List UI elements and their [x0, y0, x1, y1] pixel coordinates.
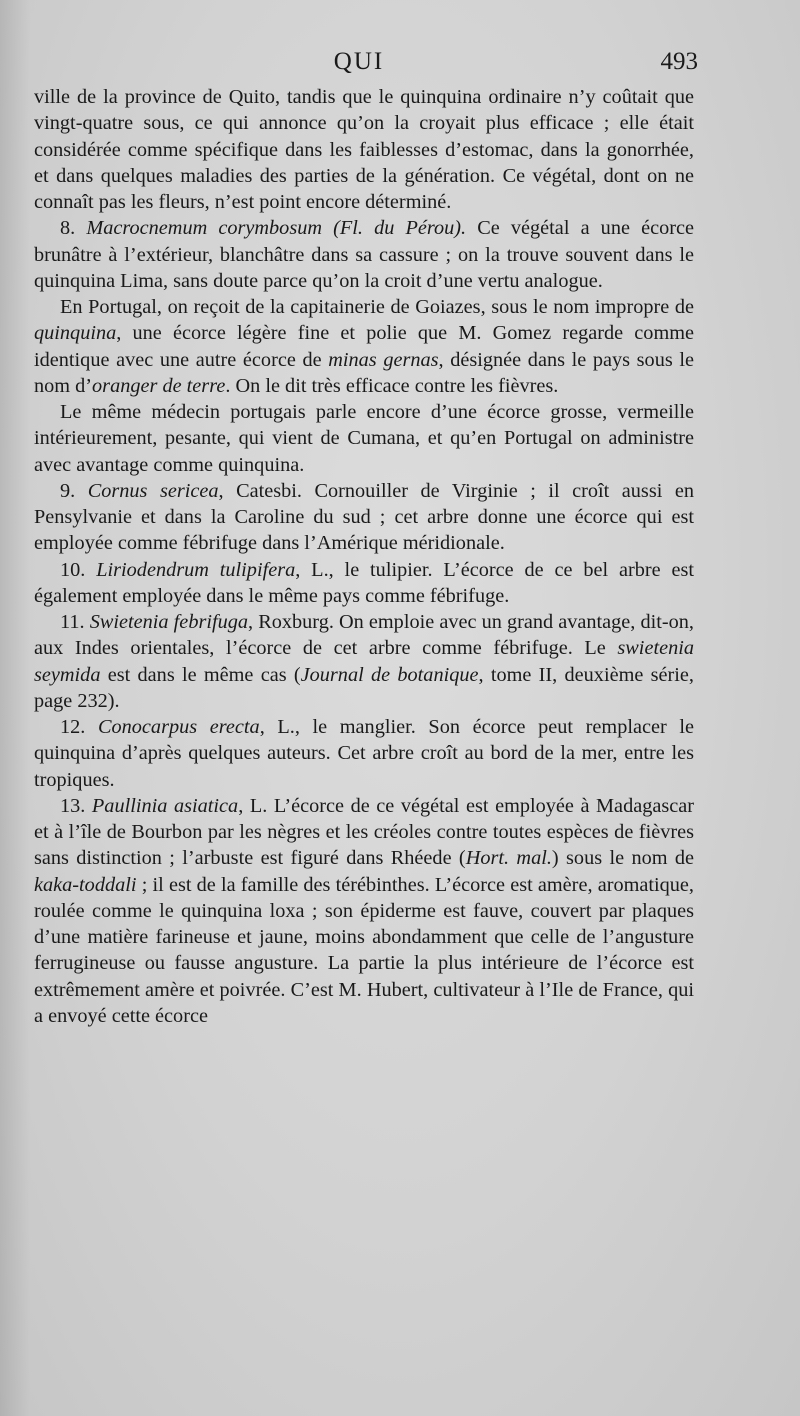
- entry-text: est dans le même cas (: [100, 663, 301, 686]
- entry-text: ; il est de la famille des térébinthes. L’écorce est amère, aromatique, roulée comme le quinquina loxa ; son épiderme est fauve, couvert par plaques d’une matière farineuse et jaune, moins abondamment que celle de l’angusture ferrugineuse ou fausse angusture. La partie la plus intérieure de l’écorce est extrêmement amère et poivrée. C’est M. Hubert, cultivateur à l’Ile de France, qui a envoyé cette écorce: [34, 873, 694, 1027]
- taxon-name: Paullinia asiatica: [91, 794, 239, 817]
- paragraph-cumana: [34, 399, 694, 478]
- italic-term: swietenia seymida: [34, 637, 694, 686]
- page-header: [34, 48, 698, 82]
- entry-text: Ce végétal a une écorce brunâtre à l’extérieur, blanchâtre dans sa cassure ; on la trouve souvent dans le quinquina Lima, sans doute parce qu’on la croit d’une vertu analogue.: [34, 217, 694, 292]
- entry-text: , L., le tulipier. L’écorce de ce bel arbre est également employée dans le même pays comme fébrifuge.: [34, 558, 694, 607]
- taxon-name: Conocarpus erecta: [97, 716, 260, 738]
- entry-11-swietenia: [34, 609, 694, 714]
- italic-term: Hort. mal.: [465, 847, 552, 870]
- entry-text: ) sous le nom de: [551, 847, 694, 870]
- entry-9-cornus: [34, 478, 694, 557]
- paragraph-text: . On le dit très efficace contre les fièvres.: [225, 374, 559, 397]
- taxon-name: Cornus sericea: [87, 479, 219, 502]
- body-text: [34, 84, 694, 1029]
- paragraph-text: , désignée dans le pays sous le nom d’: [34, 348, 694, 397]
- running-head: QUI: [333, 48, 385, 75]
- paragraph-text: , une écorce légère fine et polie que M. Gomez regarde comme identique avec une autre écorce de: [34, 322, 694, 371]
- page-number: 493: [660, 48, 698, 75]
- entry-text: , tome II, deuxième série, page 232).: [34, 663, 694, 712]
- entry-8-macrocnemum: [34, 215, 694, 294]
- entry-number: 11.: [60, 611, 85, 633]
- entry-text: , Catesbi. Cornouiller de Virginie ; il croît aussi en Pensylvanie et dans la Caroline du sud ; cet arbre donne une écorce qui est employée comme fébrifuge dans l’Amérique méridionale.: [34, 479, 694, 555]
- taxon-name: Macrocnemum corymbosum (Fl. du Pérou).: [86, 217, 467, 240]
- entry-12-conocarpus: [34, 714, 694, 793]
- entry-number: 9.: [60, 479, 76, 502]
- taxon-name: Swietenia febrifuga: [89, 611, 249, 633]
- paragraph-quito: [34, 84, 694, 215]
- entry-text: , Roxburg. On emploie avec un grand avantage, dit-on, aux Indes orientales, l’écorce de cet arbre comme fébrifuge. Le: [34, 611, 694, 660]
- entry-number: 10.: [60, 558, 86, 581]
- italic-term: minas gernas: [328, 348, 439, 371]
- taxon-name: Liriodendrum tulipifera: [96, 558, 296, 581]
- entry-number: 8.: [60, 217, 76, 240]
- entry-13-paullinia: [34, 793, 694, 1029]
- entry-text: , L., le manglier. Son écorce peut remplacer le quinquina d’après quelques auteurs. Cet arbre croît au bord de la mer, entre les tropiques.: [34, 716, 694, 791]
- entry-10-liriodendrum: [34, 557, 694, 610]
- entry-number: 13.: [60, 794, 86, 817]
- paragraph-text: Le même médecin portugais parle encore d’une écorce grosse, vermeille intérieurement, pesante, qui vient de Cumana, et qu’en Portugal on administre avec avantage comme quinquina.: [34, 401, 694, 476]
- paragraph-portugal-goiazes: [34, 294, 694, 399]
- paragraph-text: En Portugal, on reçoit de la capitainerie de Goiazes, sous le nom impropre de: [60, 296, 694, 318]
- italic-term: kaka-toddali: [34, 873, 137, 896]
- italic-term: quinquina: [34, 322, 117, 345]
- entry-number: 12.: [60, 716, 86, 738]
- gutter-shadow: [0, 0, 30, 1416]
- paragraph-text: ville de la province de Quito, tandis que le quinquina ordinaire n’y coûtait que vingt-quatre sous, ce qui annonce qu’on la croyait plus efficace ; elle était considérée comme spécifique dans les faiblesses d’estomac, dans la gonorrhée, et dans quelques maladies des parties de la génération. Ce végétal, dont on ne connaît pas les fleurs, n’est point encore déterminé.: [34, 86, 694, 213]
- italic-term: oranger de terre: [92, 374, 226, 397]
- entry-text: , L. L’écorce de ce végétal est employée à Madagascar et à l’île de Bourbon par les nègres et les créoles contre toutes espèces de fièvres sans distinction ; l’arbuste est figuré dans Rhéede (: [34, 794, 694, 870]
- italic-term: Journal de botanique: [300, 663, 479, 686]
